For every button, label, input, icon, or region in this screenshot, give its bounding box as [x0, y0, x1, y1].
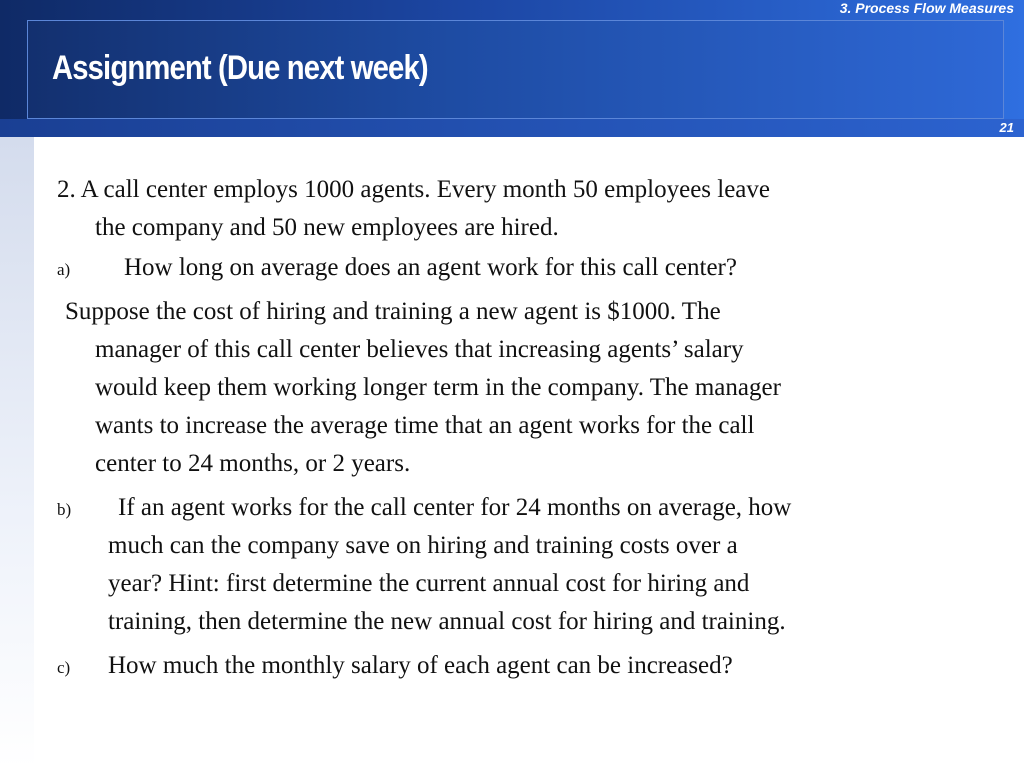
context-line-5: center to 24 months, or 2 years. — [95, 450, 411, 477]
question-b-line-2: much can the company save on hiring and training costs over a — [108, 532, 738, 559]
context-line-3: would keep them working longer term in the company. The manager — [95, 374, 781, 401]
context-line-2: manager of this call center believes that increasing agents’ salary — [95, 336, 744, 363]
section-label: 3. Process Flow Measures — [839, 0, 1014, 16]
intro-line-1: 2. A call center employs 1000 agents. Every month 50 employees leave — [57, 176, 771, 203]
question-b-continued — [108, 527, 978, 641]
header-bottom-strip — [0, 119, 1024, 137]
slide-content — [0, 137, 1024, 768]
slide-title: Assignment (Due next week) — [52, 49, 428, 87]
question-b-line-1: If an agent works for the call center for 24 months on average, how — [118, 494, 792, 521]
question-b-marker: b) — [57, 500, 72, 519]
page-number: 21 — [999, 120, 1014, 135]
question-b-line-3: year? Hint: first determine the current annual cost for hiring and — [108, 570, 750, 597]
question-a-text: How long on average does an agent work for this call center? — [124, 254, 737, 281]
question-c-text: How much the monthly salary of each agent can be increased? — [108, 652, 733, 679]
question-b-line-4: training, then determine the new annual cost for hiring and training. — [108, 608, 786, 635]
context-paragraph — [95, 331, 975, 483]
context-line-4: wants to increase the average time that an agent works for the call — [95, 412, 755, 439]
context-line-1: Suppose the cost of hiring and training a new agent is $1000. The — [65, 298, 721, 325]
intro-line-2: the company and 50 new employees are hired. — [95, 214, 559, 241]
question-c-marker: c) — [57, 658, 71, 677]
question-a-marker: a) — [57, 260, 71, 279]
